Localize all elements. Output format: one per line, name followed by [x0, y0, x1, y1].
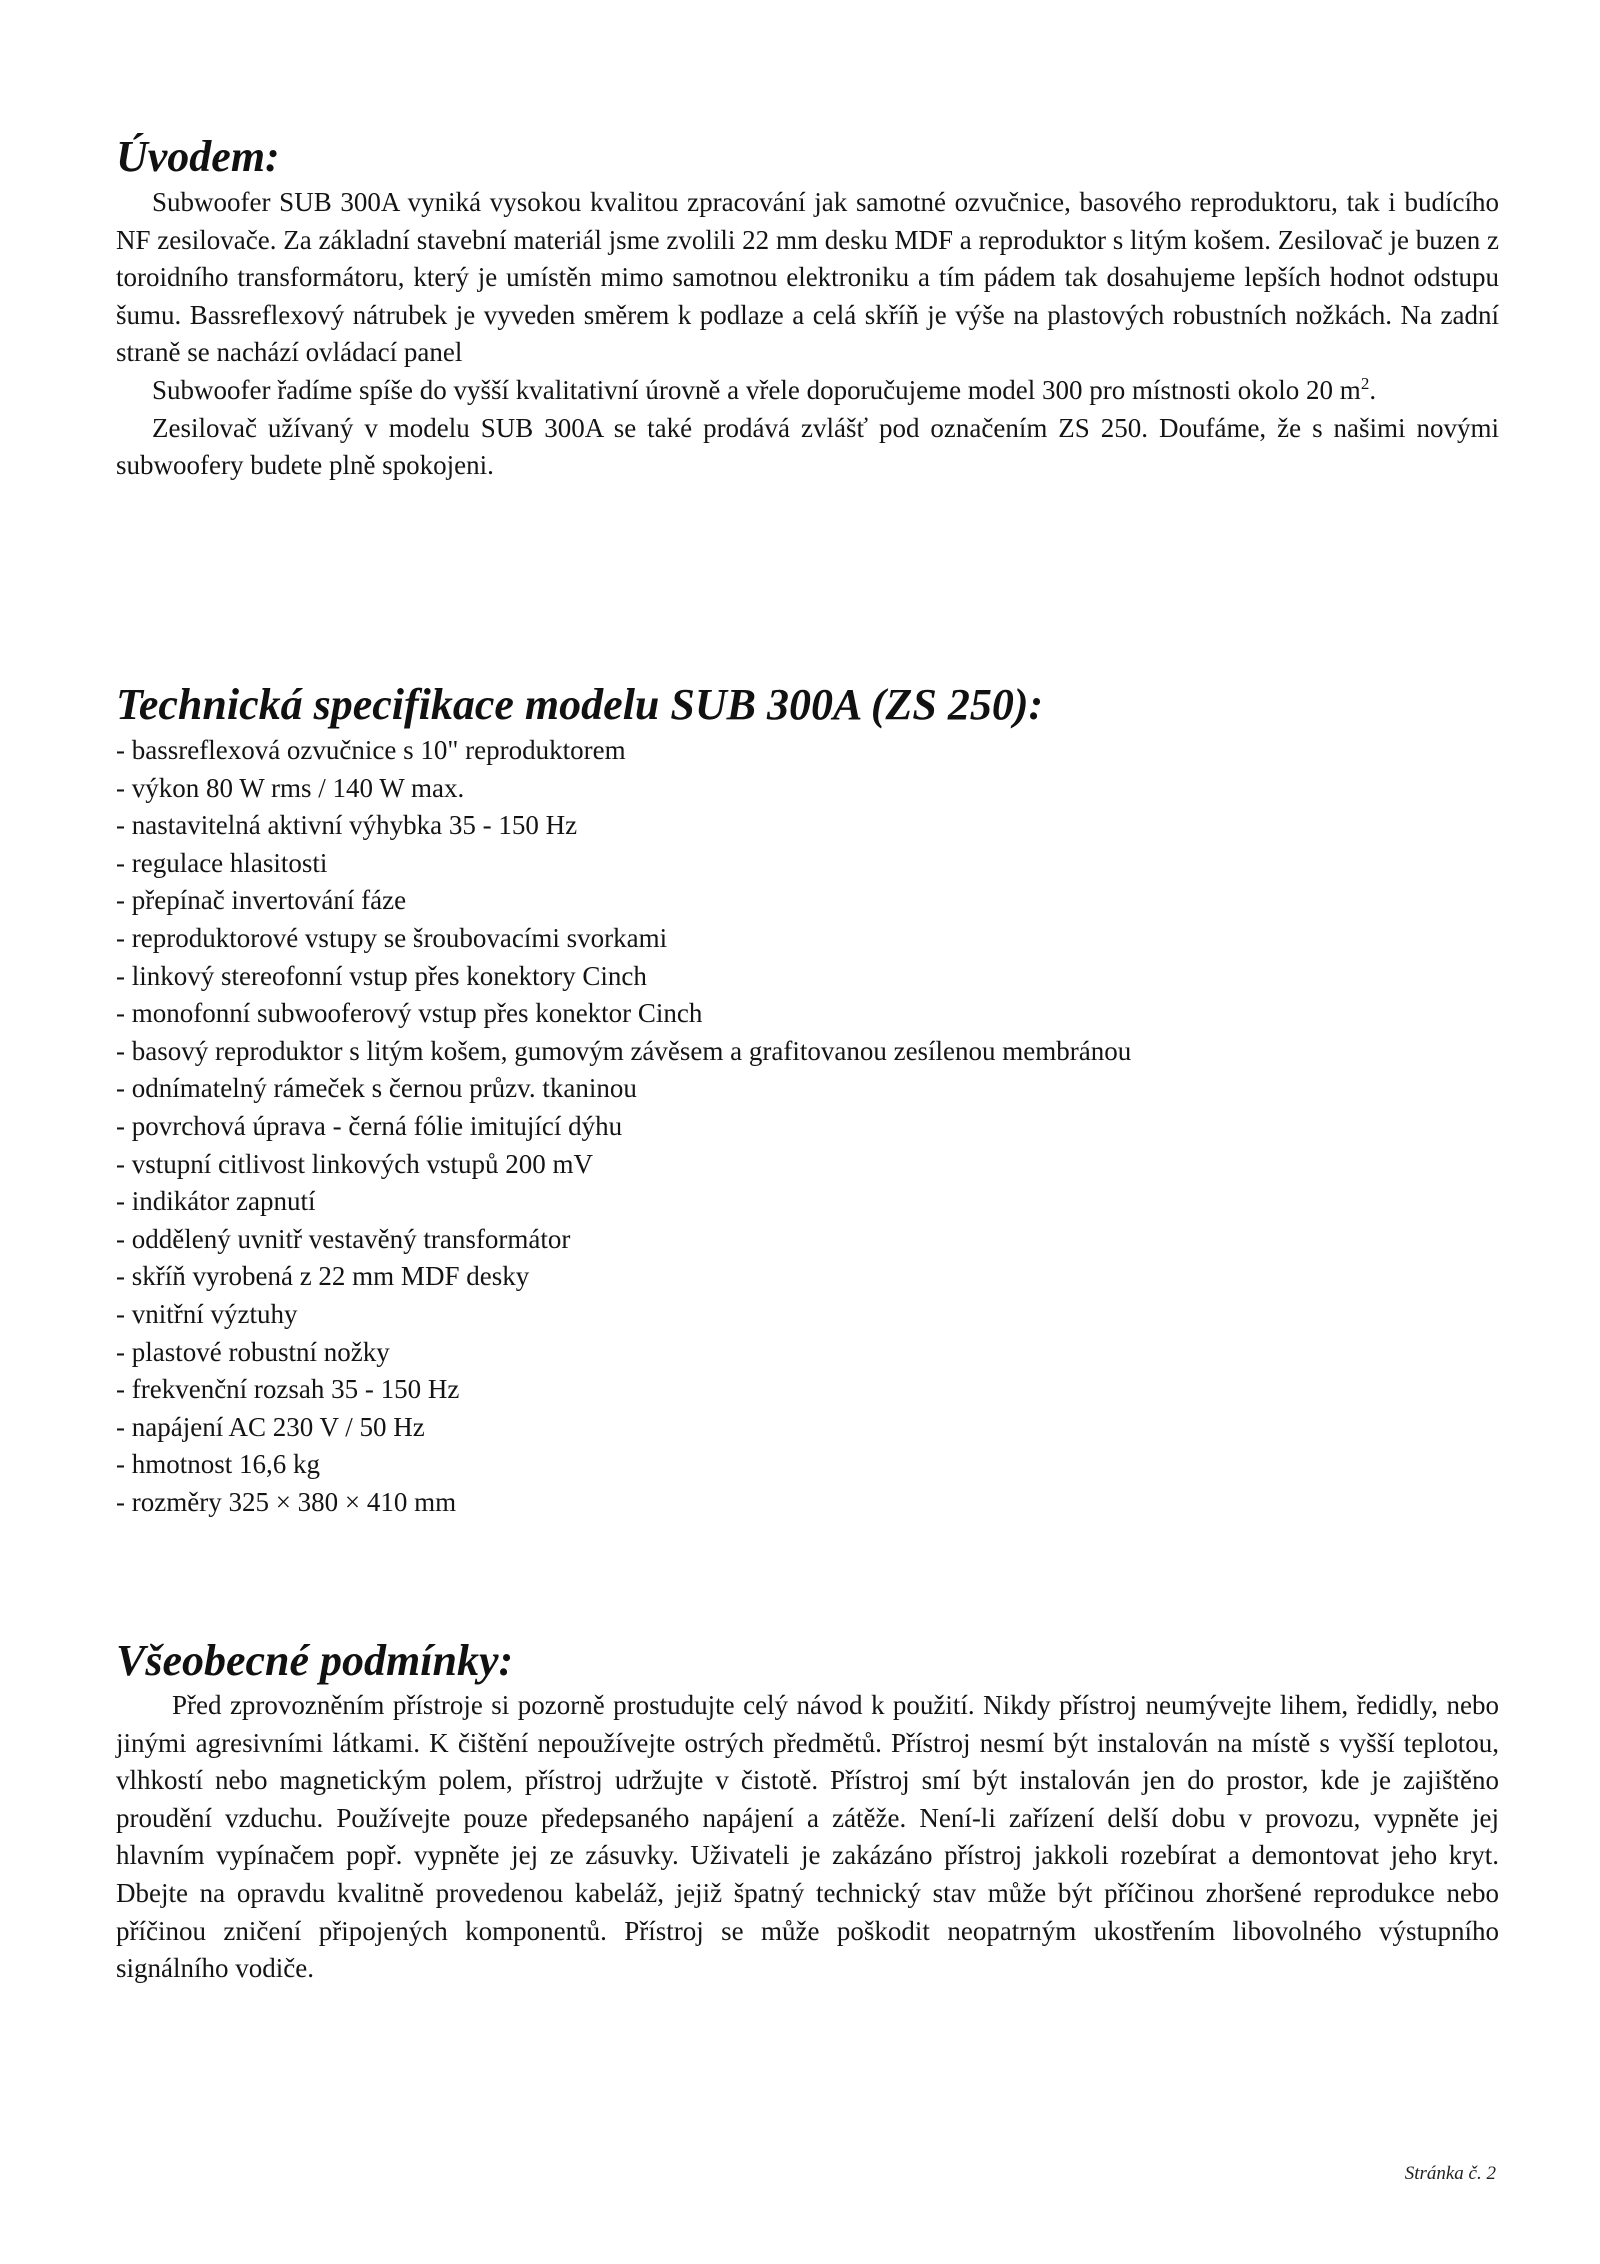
- spec-item: - napájení AC 230 V / 50 Hz: [116, 1411, 425, 1442]
- spec-item: - reproduktorové vstupy se šroubovacími svorkami: [116, 922, 668, 953]
- spec-item: - bassreflexová ozvučnice s 10" reproduktorem: [116, 735, 626, 765]
- page-number: Stránka č. 2: [1404, 2163, 1496, 2184]
- spec-item: - skříň vyrobená z 22 mm MDF desky: [116, 1261, 530, 1292]
- spec-item: - frekvenční rozsah 35 - 150 Hz: [116, 1374, 460, 1405]
- terms-heading: Všeobecné podmínky:: [116, 1636, 514, 1685]
- intro-body: [116, 184, 1499, 485]
- spec-item: - přepínač invertování fáze: [116, 885, 407, 916]
- spec-item: - povrchová úprava - černá fólie imitující dýhu: [116, 1110, 623, 1141]
- spec-item: - oddělený uvnitř vestavěný transformátor: [116, 1223, 571, 1254]
- spec-item: - regulace hlasitosti: [116, 847, 328, 878]
- intro-heading: Úvodem:: [116, 132, 280, 181]
- spec-item: - vnitřní výztuhy: [116, 1298, 298, 1329]
- spec-item: - výkon 80 W rms / 140 W max.: [116, 772, 465, 803]
- area-unit-superscript: 2: [1360, 373, 1370, 393]
- spec-item: - indikátor zapnutí: [116, 1186, 316, 1217]
- spec-item: - nastavitelná aktivní výhybka 35 - 150 Hz: [116, 810, 578, 841]
- spec-item: - plastové robustní nožky: [116, 1336, 390, 1367]
- spec-item: - linkový stereofonní vstup přes konektory Cinch: [116, 960, 647, 991]
- spec-list: [116, 732, 1499, 1521]
- intro-paragraph-2-end: .: [1369, 374, 1377, 405]
- intro-paragraph-2-text: Subwoofer řadíme spíše do vyšší kvalitativní úrovně a vřele doporučujeme model 300 pro místnosti okolo 20 m: [152, 374, 1361, 405]
- intro-paragraph-2: [116, 372, 1499, 410]
- spec-item: - odnímatelný rámeček s černou průzv. tkaninou: [116, 1073, 637, 1104]
- spec-item: - rozměry 325 × 380 × 410 mm: [116, 1486, 457, 1517]
- spec-item: - monofonní subwooferový vstup přes konektor Cinch: [116, 998, 703, 1029]
- terms-paragraph: Před zprovozněním přístroje si pozorně prostudujte celý návod k použití. Nikdy přístroj neumývejte lihem, ředidly, nebo jinými agresivními látkami. K čištění nepoužívejte ostrých předmětů. Přístroj nesmí být instalován na místě s vyšší teplotou, vlhkostí nebo magnetickým polem, přístroj udržujte v čistotě. Přístroj smí být instalován jen do prostor, kde je zajištěno proudění vzduchu. Používejte pouze předepsaného napájení a zátěže. Není-li zařízení delší dobu v provozu, vypněte jej hlavním vypínačem popř. vypněte jej ze zásuvky. Uživateli je zakázáno přístroj jakkoli rozebírat a demontovat jeho kryt. Dbejte na opravdu kvalitně provedenou kabeláž, jejiž špatný technický stav může být příčinou zhoršené reprodukce nebo příčinou zničení připojených komponentů. Přístroj se může poškodit neopatrným ukostřením libovolného výstupního signálního vodiče.: [116, 1690, 1499, 1984]
- spec-item: - basový reproduktor s litým košem, gumovým závěsem a grafitovanou zesílenou membránou: [116, 1035, 1132, 1066]
- spec-item: - hmotnost 16,6 kg: [116, 1449, 321, 1480]
- intro-paragraph-1: Subwoofer SUB 300A vyniká vysokou kvalitou zpracování jak samotné ozvučnice, basového reproduktoru, tak i budícího NF zesilovače. Za základní stavební materiál jsme zvolili 22 mm desku MDF a reproduktor s litým košem. Zesilovač je buzen z toroidního transformátoru, který je umístěn mimo samotnou elektroniku a tím pádem tak dosahujeme lepších hodnot odstupu šumu. Bassreflexový nátrubek je vyveden směrem k podlaze a celá skříň je výše na plastových robustních nožkách. Na zadní straně se nachází ovládací panel: [116, 187, 1499, 368]
- intro-paragraph-3: Zesilovač užívaný v modelu SUB 300A se také prodává zvlášť pod označením ZS 250. Doufáme, že s našimi novými subwoofery budete plně spokojeni.: [116, 412, 1499, 481]
- spec-item: - vstupní citlivost linkových vstupů 200 mV: [116, 1148, 593, 1179]
- specs-heading: Technická specifikace modelu SUB 300A (ZS 250):: [116, 680, 1044, 729]
